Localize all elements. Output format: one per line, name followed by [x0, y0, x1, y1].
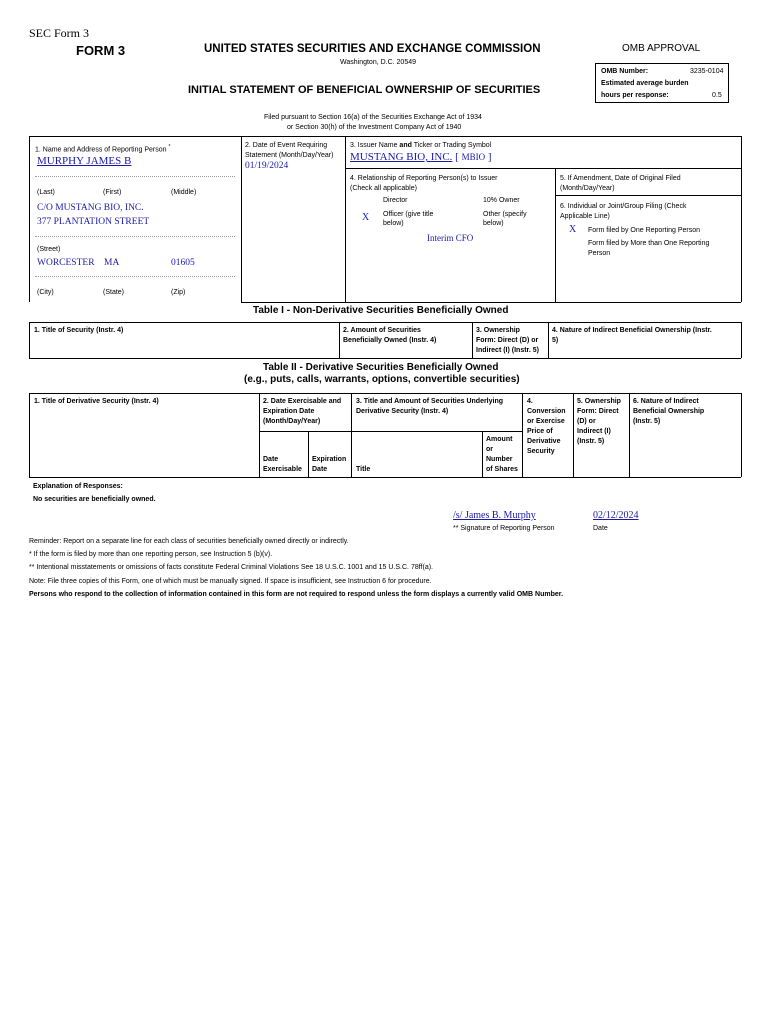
explanation-text: No securities are beneficially owned.	[33, 496, 156, 503]
first-label: (First)	[103, 189, 122, 196]
multi-person-option-1: Form filed by More than One Reporting	[588, 240, 710, 247]
divider	[35, 236, 235, 237]
t2-col3-header-2: Derivative Security (Instr. 4)	[356, 408, 449, 415]
t2-col5-header-5: (Instr. 5)	[577, 438, 605, 445]
t1-col4-header-2: 5)	[552, 337, 559, 344]
grid-line	[29, 393, 741, 394]
grid-line	[345, 168, 346, 302]
date-label: Date	[593, 525, 608, 532]
grid-line	[29, 136, 30, 302]
t2-amount-1: Amount	[486, 436, 513, 443]
grid-line	[345, 136, 346, 168]
explanation-label: Explanation of Responses:	[33, 483, 123, 490]
t2-amount-2: or	[486, 446, 493, 453]
grid-line	[259, 393, 260, 477]
box4-label-2: (Check all applicable)	[350, 185, 417, 192]
grid-line	[241, 136, 242, 302]
t2-col4-header-3: or Exercise	[527, 418, 565, 425]
table2-title-1: Table II - Derivative Securities Beneficially Owned	[263, 362, 499, 373]
filed-line-1: Filed pursuant to Section 16(a) of the Securities Exchange Act of 1934	[264, 114, 482, 121]
grid-line	[345, 168, 741, 169]
grid-line	[555, 168, 556, 302]
agency-title: UNITED STATES SECURITIES AND EXCHANGE COMMISSION	[204, 43, 541, 55]
grid-line	[351, 393, 352, 477]
box6-label-2: Applicable Line)	[560, 213, 610, 220]
table2-title-2: (e.g., puts, calls, warrants, options, convertible securities)	[244, 374, 520, 385]
t2-col4-header-6: Security	[527, 448, 555, 455]
t2-col4-header-4: Price of	[527, 428, 553, 435]
t2-date-exercisable-2: Exercisable	[263, 466, 302, 473]
t1-col4-header-1: 4. Nature of Indirect Beneficial Ownership (Instr.	[552, 327, 712, 334]
grid-line	[29, 322, 741, 323]
t1-col3-header-3: Indirect (I) (Instr. 5)	[476, 347, 540, 354]
other-option-1: Other (specify	[483, 211, 527, 218]
t2-col6-header-3: (Instr. 5)	[633, 418, 661, 425]
t2-col4-header-5: Derivative	[527, 438, 561, 445]
divider	[35, 176, 235, 177]
omb-hours-label: hours per response:	[601, 92, 669, 99]
omb-number: 3235-0104	[690, 68, 724, 75]
grid-line	[241, 302, 741, 303]
t2-col2-header-2: Expiration Date	[263, 408, 315, 415]
middle-label: (Middle)	[171, 189, 197, 196]
omb-number-label: OMB Number:	[601, 68, 649, 75]
one-person-option: Form filed by One Reporting Person	[588, 227, 701, 234]
t2-col5-header-2: Form: Direct	[577, 408, 619, 415]
address-line-1: C/O MUSTANG BIO, INC.	[37, 203, 144, 213]
t2-col5-header-3: (D) or	[577, 418, 596, 425]
t1-col1-header: 1. Title of Security (Instr. 4)	[34, 327, 124, 334]
state-label: (State)	[103, 289, 125, 296]
box2-label-2: Statement (Month/Day/Year)	[245, 152, 334, 159]
box5-label-2: (Month/Day/Year)	[560, 185, 615, 192]
grid-line	[548, 322, 549, 358]
last-label: (Last)	[37, 189, 55, 196]
issuer-name: MUSTANG BIO, INC. [ MBIO ]	[350, 151, 492, 163]
signature-label: ** Signature of Reporting Person	[453, 525, 555, 532]
t1-col2-header-2: Beneficially Owned (Instr. 4)	[343, 337, 437, 344]
street-label: (Street)	[37, 246, 61, 253]
grid-line	[482, 431, 483, 477]
omb-burden-label: Estimated average burden	[601, 80, 689, 87]
box6-label-1: 6. Individual or Joint/Group Filing (Check	[560, 203, 687, 210]
t2-col4-header-1: 4.	[527, 398, 533, 405]
t2-col1-header: 1. Title of Derivative Security (Instr. 4)	[34, 398, 159, 405]
reporting-person-name: MURPHY JAMES B	[37, 155, 132, 167]
t2-col6-header-1: 6. Nature of Indirect	[633, 398, 699, 405]
grid-line	[29, 136, 741, 137]
event-date: 01/19/2024	[245, 161, 289, 171]
city-value: WORCESTER	[37, 258, 95, 268]
t2-col5-header-4: Indirect (I)	[577, 428, 611, 435]
box5-label-1: 5. If Amendment, Date of Original Filed	[560, 175, 681, 182]
officer-check-mark: X	[362, 212, 370, 223]
grid-line	[741, 393, 742, 477]
t1-col3-header-2: Form: Direct (D) or	[476, 337, 539, 344]
box2-label-1: 2. Date of Event Requiring	[245, 142, 328, 149]
multi-person-option-2: Person	[588, 250, 611, 257]
grid-line	[741, 136, 742, 302]
other-option-2: below)	[483, 220, 504, 227]
filed-line-2: or Section 30(h) of the Investment Company Act of 1940	[287, 124, 462, 131]
grid-line	[339, 322, 340, 358]
box4-label-1: 4. Relationship of Reporting Person(s) to Issuer	[350, 175, 498, 182]
grid-line	[29, 358, 741, 359]
state-value: MA	[104, 258, 120, 268]
box1-label: 1. Name and Address of Reporting Person *	[35, 144, 171, 154]
omb-disclaimer: Persons who respond to the collection of information contained in this form are not required to respond unless the form displays a currently valid OMB Number.	[29, 591, 564, 598]
omb-hours: 0.5	[712, 92, 722, 99]
city-label: (City)	[37, 289, 54, 296]
omb-title: OMB APPROVAL	[622, 43, 701, 54]
t1-col3-header-1: 3. Ownership	[476, 327, 520, 334]
reminder-note: Reminder: Report on a separate line for each class of securities beneficially owned directly or indirectly.	[29, 538, 349, 545]
address-line-2: 377 PLANTATION STREET	[37, 217, 150, 227]
form-title: FORM 3	[76, 43, 126, 58]
ten-percent-owner-option: 10% Owner	[483, 197, 520, 204]
officer-option-1: Officer (give title	[383, 211, 434, 218]
signature-date: 02/12/2024	[593, 510, 639, 521]
grid-line	[308, 431, 309, 477]
t2-col6-header-2: Beneficial Ownership	[633, 408, 705, 415]
director-option: Director	[383, 197, 408, 204]
zip-value: 01605	[171, 258, 195, 268]
t2-expiration-2: Date	[312, 466, 328, 473]
grid-line	[29, 393, 30, 477]
t2-title-header: Title	[356, 466, 371, 473]
grid-line	[573, 393, 574, 477]
grid-line	[629, 393, 630, 477]
divider	[35, 276, 235, 277]
zip-label: (Zip)	[171, 289, 186, 296]
officer-title: Interim CFO	[427, 233, 474, 243]
grid-line	[29, 477, 741, 478]
agency-city: Washington, D.C. 20549	[340, 59, 417, 66]
t2-date-exercisable-1: Date	[263, 456, 279, 463]
footnote-3: Note: File three copies of this Form, one of which must be manually signed. If space is insufficient, see Instruction 6 for procedure.	[29, 578, 432, 585]
t2-amount-3: Number	[486, 456, 513, 463]
officer-option-2: below)	[383, 220, 404, 227]
signature: /s/ James B. Murphy	[453, 510, 536, 521]
statement-title: INITIAL STATEMENT OF BENEFICIAL OWNERSHIP OF SECURITIES	[188, 84, 541, 96]
t1-col2-header-1: 2. Amount of Securities	[343, 327, 421, 334]
t2-col4-header-2: Conversion	[527, 408, 566, 415]
one-person-check-mark: X	[569, 224, 577, 235]
grid-line	[472, 322, 473, 358]
footnote-2: ** Intentional misstatements or omissions of facts constitute Federal Criminal Violations See 18 U.S.C. 1001 and 15 U.S.C. 78ff(a).	[29, 564, 433, 571]
page-label: SEC Form 3	[29, 26, 90, 40]
t2-col2-header-1: 2. Date Exercisable and	[263, 398, 342, 405]
t2-col3-header-1: 3. Title and Amount of Securities Underlying	[356, 398, 504, 405]
grid-line	[29, 322, 30, 358]
footnote-1: * If the form is filed by more than one reporting person, see Instruction 5 (b)(v).	[29, 551, 273, 558]
box3-label: 3. Issuer Name and Ticker or Trading Symbol	[350, 142, 492, 149]
t2-col5-header-1: 5. Ownership	[577, 398, 621, 405]
grid-line	[741, 322, 742, 358]
t2-expiration-1: Expiration	[312, 456, 347, 463]
table1-title: Table I - Non-Derivative Securities Beneficially Owned	[253, 305, 509, 316]
grid-line	[522, 393, 523, 477]
grid-line	[555, 195, 741, 196]
t2-amount-4: of Shares	[486, 466, 518, 473]
t2-col2-header-3: (Month/Day/Year)	[263, 418, 321, 425]
